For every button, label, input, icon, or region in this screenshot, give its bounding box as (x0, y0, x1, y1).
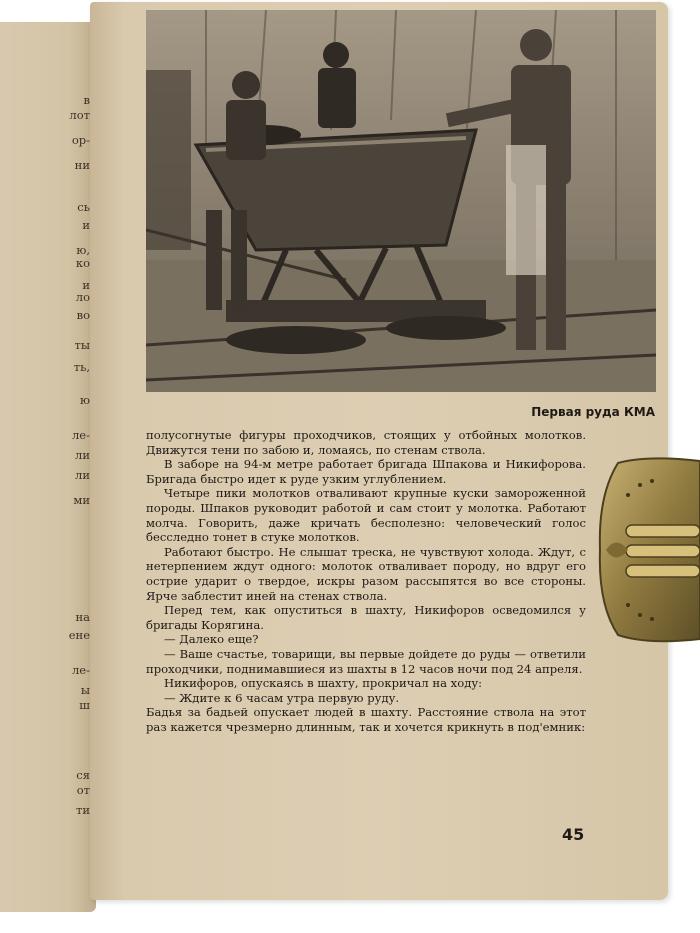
left-page (0, 22, 96, 912)
left-page-text-fragment: ко (75, 256, 90, 270)
left-page-text-fragment: ся (76, 768, 90, 782)
left-page-text-fragment: на (75, 610, 90, 624)
paragraph: В заборе на 94-м метре работает бригада Шпакова и Никифорова. Бригада быстро идет к руде узким углублением. (146, 457, 586, 486)
page-number: 45 (562, 825, 585, 844)
left-page-text-fragment: сь (77, 200, 90, 214)
left-page-text-fragment: от (76, 783, 90, 797)
left-page-text-fragment: ле- (72, 428, 90, 442)
paragraph: Никифоров, опускаясь в шахту, прокричал на ходу: (164, 676, 483, 691)
paragraph: Бадья за бадьей опускает людей в шахту. Расстояние ствола на этот раз кажется чрезмерно длинным, так и хочется крикнуть в под'емник: (146, 705, 586, 734)
paragraph: полусогнутые фигуры проходчиков, стоящих у отбойных молотков. Движутся тени по забою и, ломаясь, по стенам ствола. (146, 428, 586, 457)
paragraph: — Ваше счастье, товарищи, вы первые дойдете до руды — ответили проходчики, поднимавшиеся из шахты в 12 часов ночи под 24 апреля. (146, 646, 586, 676)
left-page-text-fragment: ти (75, 803, 90, 817)
left-page-text-fragment: ни (74, 158, 90, 172)
left-page-text-fragment: ли (75, 448, 90, 462)
binder-clip-icon (588, 455, 700, 645)
left-page-text-fragment: и (82, 218, 90, 232)
left-page-text-fragment: лот (69, 108, 90, 122)
left-page-text-fragment: в (83, 93, 90, 107)
paragraph: Работают быстро. Не слышат треска, не чувствуют холода. Ждут, с нетерпением ждут одного: молоток отваливает породу, но вдруг его острие ударит о твердое, искры разом рассыпятся во все стороны. Ярче заблестит иней на стенах ствола. (146, 544, 586, 603)
paragraph: Четыре пики молотков отваливают крупные куски замороженной породы. Шпаков руководит работой и сам стоит у молотка. Работают молча. Говорить, даже кричать бесполезно: человеческий голос бесследно тонет в стуке молотков. (146, 486, 586, 545)
paragraph: Перед тем, как опуститься в шахту, Никифоров осведомился у бригады Корягина. (146, 603, 586, 632)
paragraph: — Ждите к 6 часам утра первую руду. (164, 690, 400, 705)
photo-illustration (146, 10, 656, 392)
left-page-text-fragment: ене (68, 628, 90, 642)
left-page-text-fragment: ш (79, 698, 90, 712)
left-page-text-fragment: ты (74, 338, 90, 352)
left-page-text-fragment: и (82, 278, 90, 292)
left-page-text-fragment: ми (73, 493, 90, 507)
body-text (146, 428, 586, 734)
left-page-text-fragment: ть, (73, 360, 90, 374)
left-page-text-fragment: ы (80, 683, 90, 697)
left-page-text-fragment: ю (79, 393, 90, 407)
page-photo (146, 10, 656, 392)
left-page-text-fragment: ле- (72, 663, 90, 677)
paragraph: — Далеко еще? (164, 632, 259, 647)
left-page-text-fragment: ю, (76, 243, 90, 257)
photo-caption: Первая руда КМА (531, 405, 655, 419)
left-page-text-fragment: во (76, 308, 90, 322)
left-page-text-fragment: ло (75, 290, 90, 304)
left-page-text-fragment: ор- (71, 133, 90, 147)
left-page-text-fragment: ли (75, 468, 90, 482)
